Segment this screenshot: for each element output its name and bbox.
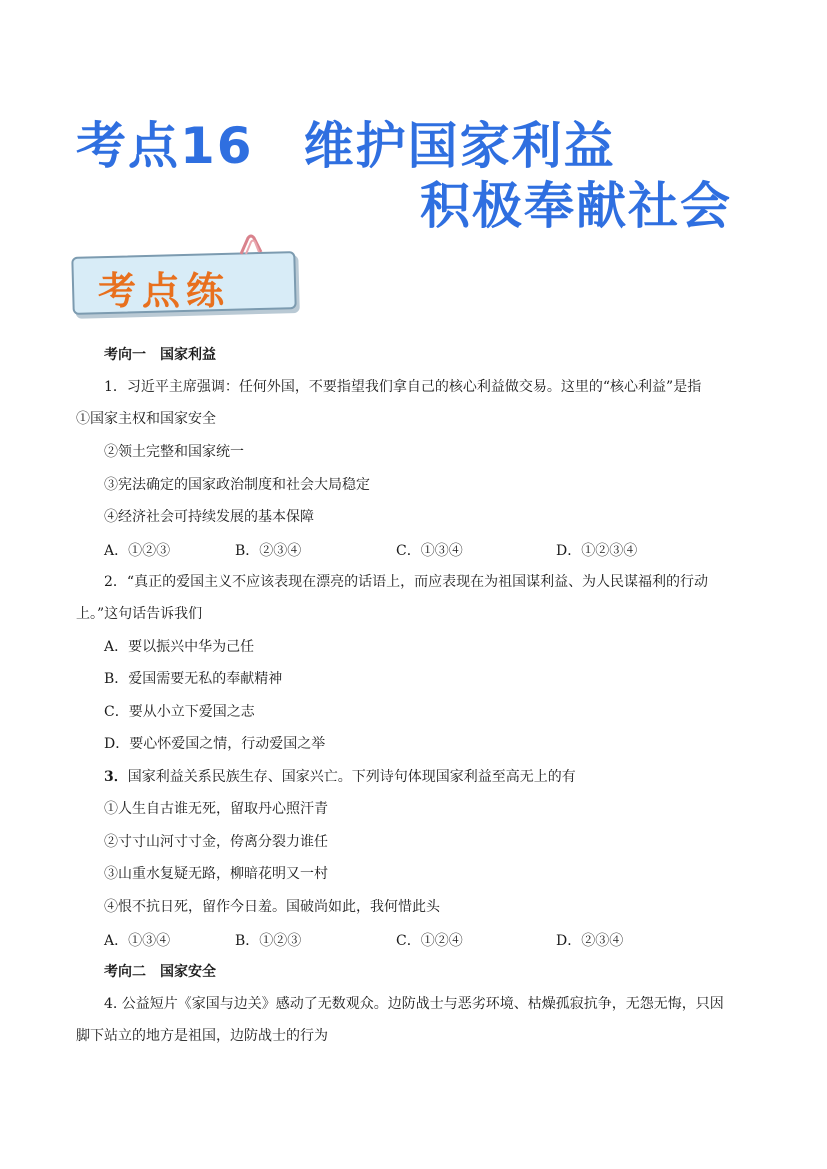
q3-item-1: ①人生自古谁无死，留取丹心照汗青 [104,801,328,817]
q1-item-4: ④经济社会可持续发展的基本保障 [104,509,314,525]
q1-option-b: B．②③④ [235,543,302,559]
q1-item-2: ②领土完整和国家统一 [104,444,244,460]
q1-item-3: ③宪法确定的国家政治制度和社会大局稳定 [104,477,370,493]
q2-option-a: A．要以振兴中华为己任 [104,639,255,655]
exercise-badge [72,246,298,314]
section-heading-national-security: 考向二 国家安全 [104,964,216,980]
q2-option-b: B．爱国需要无私的奉献精神 [104,671,283,687]
q1-item-1: ①国家主权和国家安全 [76,411,216,427]
q2-option-d: D．要心怀爱国之情，行动爱国之举 [104,736,326,752]
paper-clip-icon [238,234,266,258]
q3-option-b: B．①②③ [235,933,302,949]
q4-stem-line1: 4. 公益短片《家国与边关》感动了无数观众。边防战士与恶劣环境、枯燥孤寂抗争，无怨无悔，只因 [104,996,724,1012]
q1-stem: 1．习近平主席强调：任何外国，不要指望我们拿自己的核心利益做交易。这里的“核心利益”是指 [104,379,702,395]
q3-item-3: ③山重水复疑无路，柳暗花明又一村 [104,866,328,882]
title-topic-number: 考点16 [76,117,254,175]
title-topic-name: 维护国家利益 [303,117,616,175]
q3-option-d: D．②③④ [556,933,624,949]
q1-option-a: A．①②③ [104,543,171,559]
page-title-line2: 积极奉献社会 [420,177,732,235]
q1-option-c: C．①③④ [396,543,463,559]
q3-item-2: ②寸寸山河寸寸金，侉离分裂力谁任 [104,834,328,850]
q3-option-c: C．①②④ [396,933,463,949]
q2-stem-line1: 2．“真正的爱国主义不应该表现在漂亮的话语上，而应表现在为祖国谋利益、为人民谋福利的行动 [104,574,709,590]
q3-stem-text: 国家利益关系民族生存、国家兴亡。下列诗句体现国家利益至高无上的有 [127,769,576,785]
section-heading-national-interest: 考向一 国家利益 [104,347,216,363]
q4-stem-line2: 脚下站立的地方是祖国，边防战士的行为 [76,1028,328,1044]
q3-stem [104,768,576,786]
q3-item-4: ④恨不抗日死，留作今日羞。国破尚如此，我何惜此头 [104,899,440,915]
q2-stem-line2: 上。”这句话告诉我们 [76,606,203,622]
q3-number: 3． [104,769,128,785]
badge-label: 考点练 [98,269,231,313]
q2-option-c: C．要从小立下爱国之志 [104,704,255,720]
q1-option-d: D．①②③④ [556,543,638,559]
q3-option-a: A．①③④ [104,933,171,949]
